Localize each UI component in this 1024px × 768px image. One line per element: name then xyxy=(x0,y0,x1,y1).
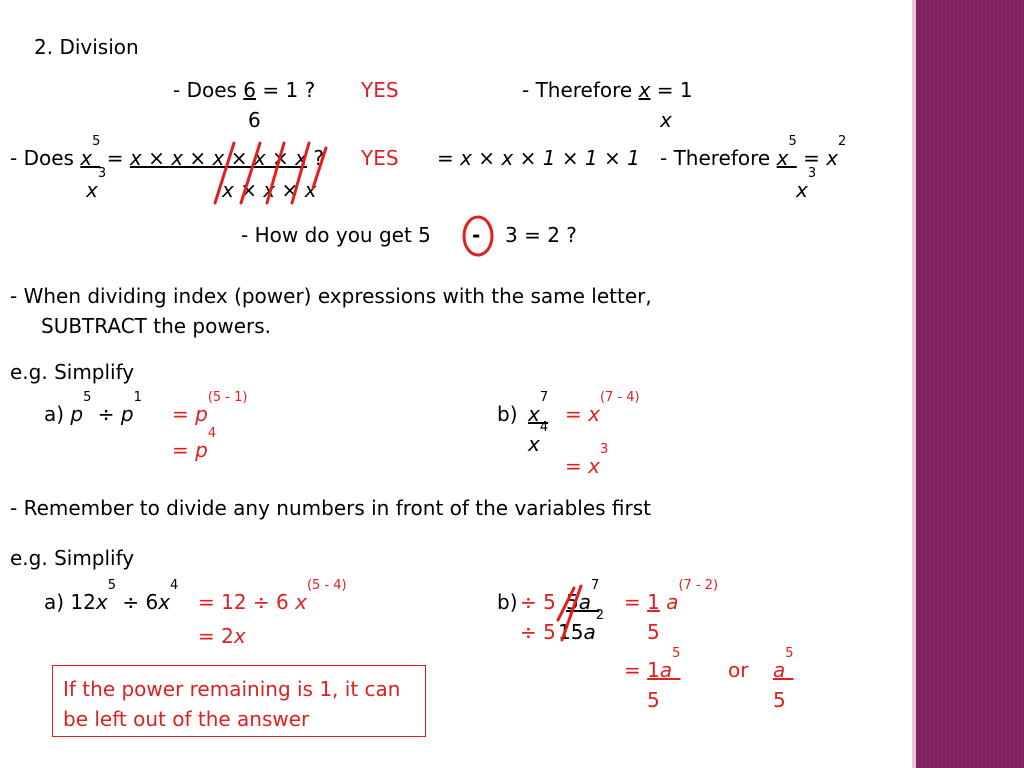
ex1b-den xyxy=(528,420,549,456)
ex2b-num xyxy=(566,578,600,614)
row1-therefore-den: x xyxy=(660,108,672,132)
row2-q-mark: ? xyxy=(306,146,324,170)
ex2b-div-bottom: ÷ 5 xyxy=(520,620,556,644)
row2-t-eq: = xyxy=(796,146,827,170)
row2-t-num-var: x xyxy=(776,146,789,170)
ex1a-step2-var: p xyxy=(195,438,208,462)
ex2a-step1-exp: (5 - 4) xyxy=(306,578,347,593)
row2-den-exp: 3 xyxy=(97,166,107,181)
ex2b-step2-var: a xyxy=(659,658,673,682)
note-text: If the power remaining is 1, it can be left out of the answer xyxy=(63,677,401,731)
row2-num-var: x xyxy=(80,146,93,170)
row2-t-res-exp: 2 xyxy=(838,134,847,149)
ex1b-step2-exp: 3 xyxy=(599,442,609,457)
how-minus: - xyxy=(472,223,481,247)
ex2b-step1-num: 1 xyxy=(647,590,660,614)
ex1b-step2-pre: = xyxy=(565,454,589,478)
ex1a-step2-exp: 4 xyxy=(207,426,217,441)
ex1b-step1-var: x xyxy=(588,402,600,426)
ex1a-label: a) xyxy=(44,402,71,426)
ex2b-label: b) xyxy=(497,590,518,614)
ex2b-step2-exp: 5 xyxy=(672,646,681,661)
ex1b-num-exp: 7 xyxy=(539,390,549,405)
ex2a-e2: 4 xyxy=(170,578,179,593)
ex2b-or: or xyxy=(728,658,749,682)
row1-question xyxy=(173,78,315,102)
row2-expanded-num: x × x × x × x × x xyxy=(129,146,307,170)
row2-q-prefix: - Does xyxy=(10,146,81,170)
rule1-line1: - When dividing index (power) expressions with the same letter, xyxy=(10,284,652,308)
ex1b-num-var: x xyxy=(528,402,540,426)
eg1-label: e.g. Simplify xyxy=(10,360,135,384)
ex2b-alt-num xyxy=(773,646,794,682)
ex2b-num-coef: 5 xyxy=(566,590,579,614)
row2-therefore-prefix: - Therefore xyxy=(660,146,777,170)
rule2: - Remember to divide any numbers in front of the variables first xyxy=(10,496,652,520)
ex2a-e1: 5 xyxy=(107,578,116,593)
row1-therefore-var: x xyxy=(638,78,651,102)
ex2b-step1 xyxy=(624,578,719,614)
ex1a-v2: p xyxy=(120,402,134,426)
ex2a-op: ÷ 6 xyxy=(116,590,159,614)
row2-t-den-var: x xyxy=(796,178,808,202)
ex1b-den-exp: 4 xyxy=(539,420,549,435)
ex2a-step1-var: x xyxy=(295,590,307,614)
ex1a-e1: 5 xyxy=(83,390,92,405)
ex2b-step1-exp: (7 - 2) xyxy=(678,578,719,593)
ex1a-step1-var: p xyxy=(195,402,208,426)
note-box xyxy=(52,665,426,737)
ex2b-step2-num: 1 xyxy=(647,658,660,682)
ex2b-alt-den: 5 xyxy=(773,688,786,712)
ex1b-step1-exp: (7 - 4) xyxy=(599,390,640,405)
ex2b-num-var: a xyxy=(578,590,591,614)
decorative-sidebar xyxy=(912,0,1024,768)
ex1a-e2: 1 xyxy=(133,390,142,405)
ex2b-step2-den: 5 xyxy=(647,688,660,712)
row1-therefore-prefix: - Therefore xyxy=(522,78,639,102)
ex2b-step1-var: a xyxy=(666,590,679,614)
ex2a-step2-pre: = 2 xyxy=(198,624,234,648)
eg2-label: e.g. Simplify xyxy=(10,546,135,570)
ex2b-step2 xyxy=(624,646,681,682)
ex1a-v1: p xyxy=(70,402,84,426)
row2-den-var: x xyxy=(86,178,98,202)
row2-den xyxy=(86,166,107,202)
ex2b-div-top: ÷ 5 xyxy=(520,590,556,614)
ex2b-step1-pre: = xyxy=(624,590,648,614)
row1-q-prefix: - Does xyxy=(173,78,244,102)
row2-question xyxy=(10,134,324,170)
row1-yes: YES xyxy=(361,78,399,102)
how-question: - How do you get 5 xyxy=(241,223,431,247)
row2-expanded-den: x × x × x xyxy=(222,178,317,202)
ex2a-step2 xyxy=(198,624,246,648)
heading: 2. Division xyxy=(34,35,139,59)
ex1a-step1 xyxy=(172,390,248,426)
ex2b-num-exp: 7 xyxy=(591,578,600,593)
row1-therefore-rest: = 1 xyxy=(650,78,693,102)
ex1b-step1 xyxy=(565,390,640,426)
ex2a-problem xyxy=(44,578,179,614)
ex2a-step1-pre: = 12 ÷ 6 xyxy=(198,590,296,614)
ex2a-v1: x xyxy=(95,590,108,614)
row2-result: = x × x × 1 × 1 × 1 xyxy=(437,146,640,170)
row1-q-rest: = 1 ? xyxy=(256,78,316,102)
ex2b-den-var: a xyxy=(583,620,596,644)
ex2b-alt-exp: 5 xyxy=(785,646,794,661)
row2-t-den-exp: 3 xyxy=(807,166,817,181)
ex1b-step2-var: x xyxy=(588,454,600,478)
row2-t-num-exp: 5 xyxy=(788,134,797,149)
row2-t-den xyxy=(796,166,817,202)
ex1b-label: b) xyxy=(497,402,518,426)
ex1a-problem xyxy=(44,390,142,426)
row1-therefore xyxy=(522,78,693,102)
ex2a-step2-var: x xyxy=(233,624,246,648)
ex2b-den xyxy=(558,608,604,644)
ex2a-label: a) 12 xyxy=(44,590,96,614)
ex1a-step1-exp: (5 - 1) xyxy=(207,390,248,405)
ex2b-alt-var: a xyxy=(773,658,786,682)
ex1b-den-var: x xyxy=(528,432,540,456)
row2-yes: YES xyxy=(361,146,399,170)
row1-q-num: 6 xyxy=(243,78,257,102)
how-rest: 3 = 2 ? xyxy=(505,223,577,247)
ex2b-den-coef: 15 xyxy=(558,620,584,644)
row2-num-exp: 5 xyxy=(92,134,101,149)
ex1a-step2 xyxy=(172,426,217,462)
row1-q-den: 6 xyxy=(248,108,261,132)
ex2b-step2-pre: = xyxy=(624,658,648,682)
rule1-line2: SUBTRACT the powers. xyxy=(41,314,271,338)
row2-eq: = xyxy=(100,146,130,170)
ex1b-step2 xyxy=(565,442,609,478)
ex1a-step2-pre: = xyxy=(172,438,196,462)
ex2b-den-exp: 2 xyxy=(595,608,604,623)
ex2b-step1-den: 5 xyxy=(647,620,660,644)
row2-t-res-var: x xyxy=(826,146,839,170)
ex2a-v2: x xyxy=(158,590,171,614)
ex1a-step1-pre: = xyxy=(172,402,196,426)
ex2a-step1 xyxy=(198,578,347,614)
row2-therefore xyxy=(660,134,847,170)
ex1a-op: ÷ xyxy=(91,402,121,426)
ex1b-step1-pre: = xyxy=(565,402,589,426)
